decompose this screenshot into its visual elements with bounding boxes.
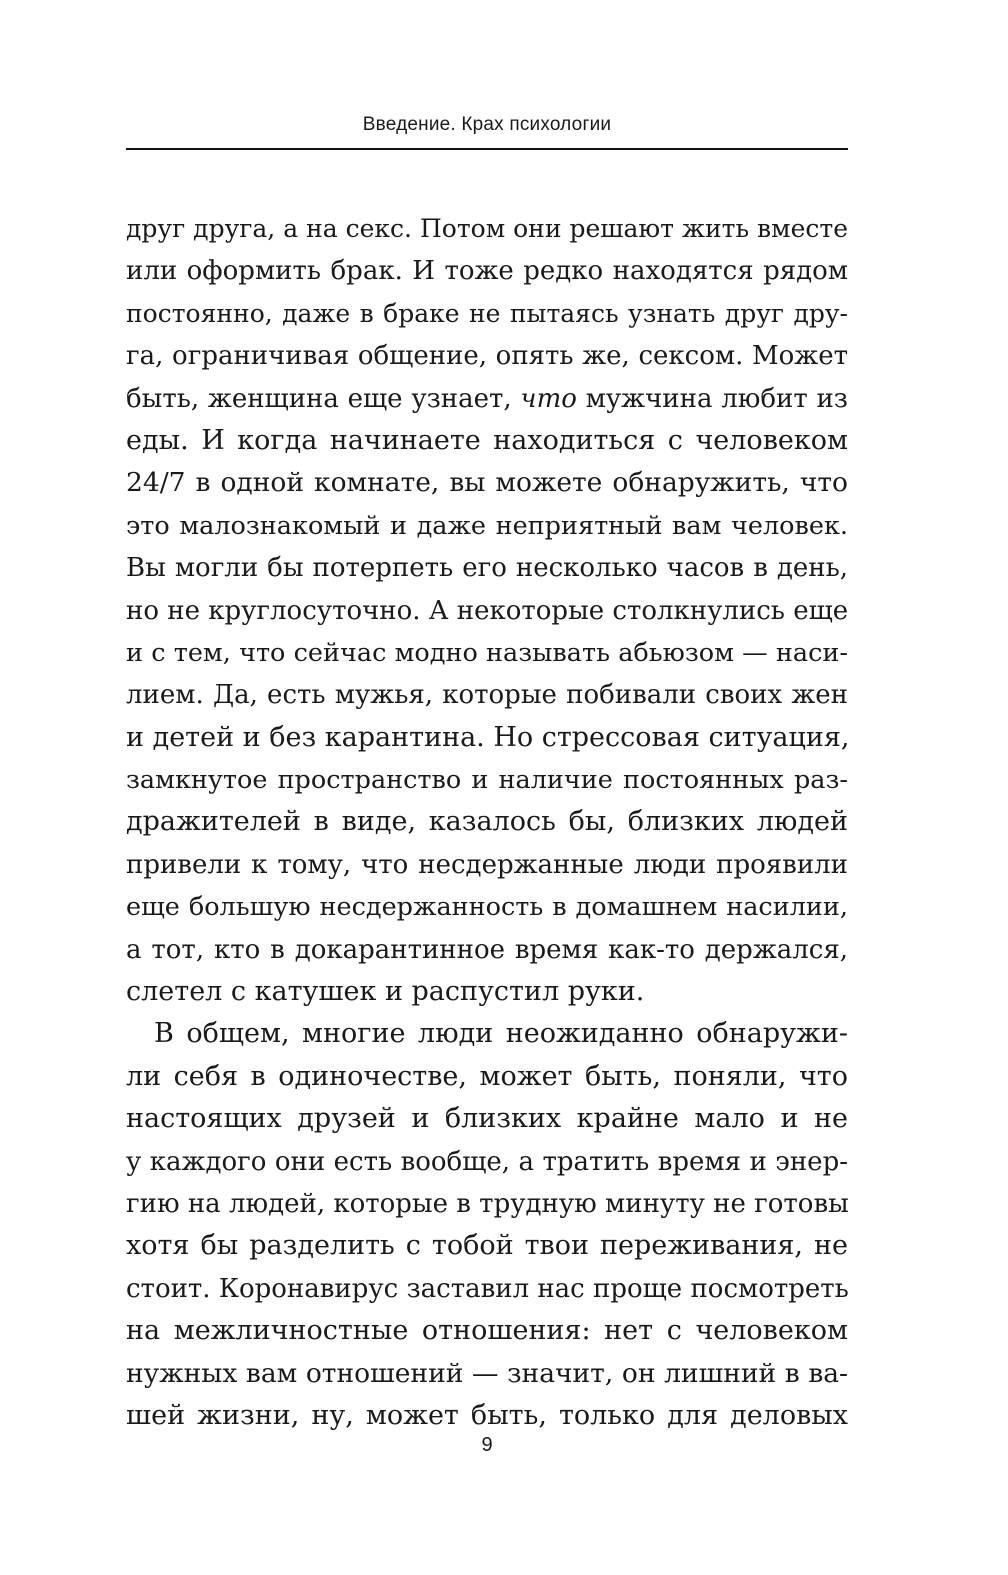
- text-line: В общем, многие люди неожиданно обнаружи-: [154, 1018, 848, 1050]
- text-line: 24/7 в одной комнате, вы можете обнаружить, что: [126, 467, 848, 499]
- text-line: еще большую несдержанность в домашнем насилии,: [126, 892, 848, 923]
- text-line: или оформить брак. И тоже редко находятся рядом: [126, 256, 848, 287]
- text-line: нужных вам отношений — значит, он лишний в ва-: [126, 1357, 848, 1389]
- text-line: гию на людей, которые в трудную минуту не готовы: [126, 1188, 849, 1219]
- text-line: у каждого они есть вообще, а тратить время и энер-: [126, 1146, 848, 1177]
- text-line: это малознакомый и даже неприятный вам человек.: [126, 510, 848, 541]
- text-line: ли себя в одиночестве, может быть, поняли, что: [126, 1060, 848, 1092]
- running-head: Введение. Крах психологии: [362, 114, 612, 135]
- italic-word: что: [520, 383, 577, 414]
- text-line: замкнутое пространство и наличие постоянных раз-: [126, 765, 848, 796]
- text-line: привели к тому, что несдержанные люди проявили: [126, 849, 848, 880]
- paragraph: [126, 208, 848, 1013]
- page-number: 9: [481, 1434, 493, 1456]
- text-line: лием. Да, есть мужья, которые побивали своих жен: [126, 680, 848, 711]
- text-fragment: мужчина любит из: [576, 383, 848, 414]
- text-line: га, ограничивая общение, опять же, сексом. Может: [126, 341, 848, 372]
- text-fragment: быть, женщина еще узнает,: [126, 383, 521, 414]
- text-line: но не круглосуточно. А некоторые столкнулись еще: [126, 595, 849, 626]
- text-line: постоянно, даже в браке не пытаясь узнать друг дру-: [126, 298, 848, 328]
- text-line: на межличностные отношения: нет с человеком: [126, 1315, 848, 1347]
- text-line: шей жизни, ну, может быть, только для деловых: [126, 1399, 848, 1431]
- text-line: дражителей в виде, казалось бы, близких людей: [126, 806, 848, 838]
- text-line: друг друга, а на секс. Потом они решают жить вместе: [126, 214, 848, 243]
- text-line: слетел с катушек и распустил руки.: [126, 976, 645, 1008]
- header-rule: [126, 148, 848, 150]
- text-line: стоит. Коронавирус заставил нас проще посмотреть: [126, 1273, 849, 1304]
- text-line: настоящих друзей и близких крайне мало и не: [126, 1103, 848, 1135]
- text-line: а тот, кто в докарантинное время как-то держался,: [126, 934, 848, 965]
- text-line: и с тем, что сейчас модно называть абьюзом — наси-: [126, 637, 848, 668]
- text-line: [126, 378, 848, 420]
- text-line: еды. И когда начинаете находиться с человеком: [126, 424, 848, 456]
- text-line: Вы могли бы потерпеть его несколько часов в день,: [126, 553, 848, 584]
- text-line: хотя бы разделить с тобой твои переживания, не: [126, 1230, 848, 1262]
- text-line: и детей и без карантина. Но стрессовая ситуация,: [126, 721, 850, 753]
- body-text: [126, 208, 848, 1437]
- paragraph: [126, 1013, 848, 1437]
